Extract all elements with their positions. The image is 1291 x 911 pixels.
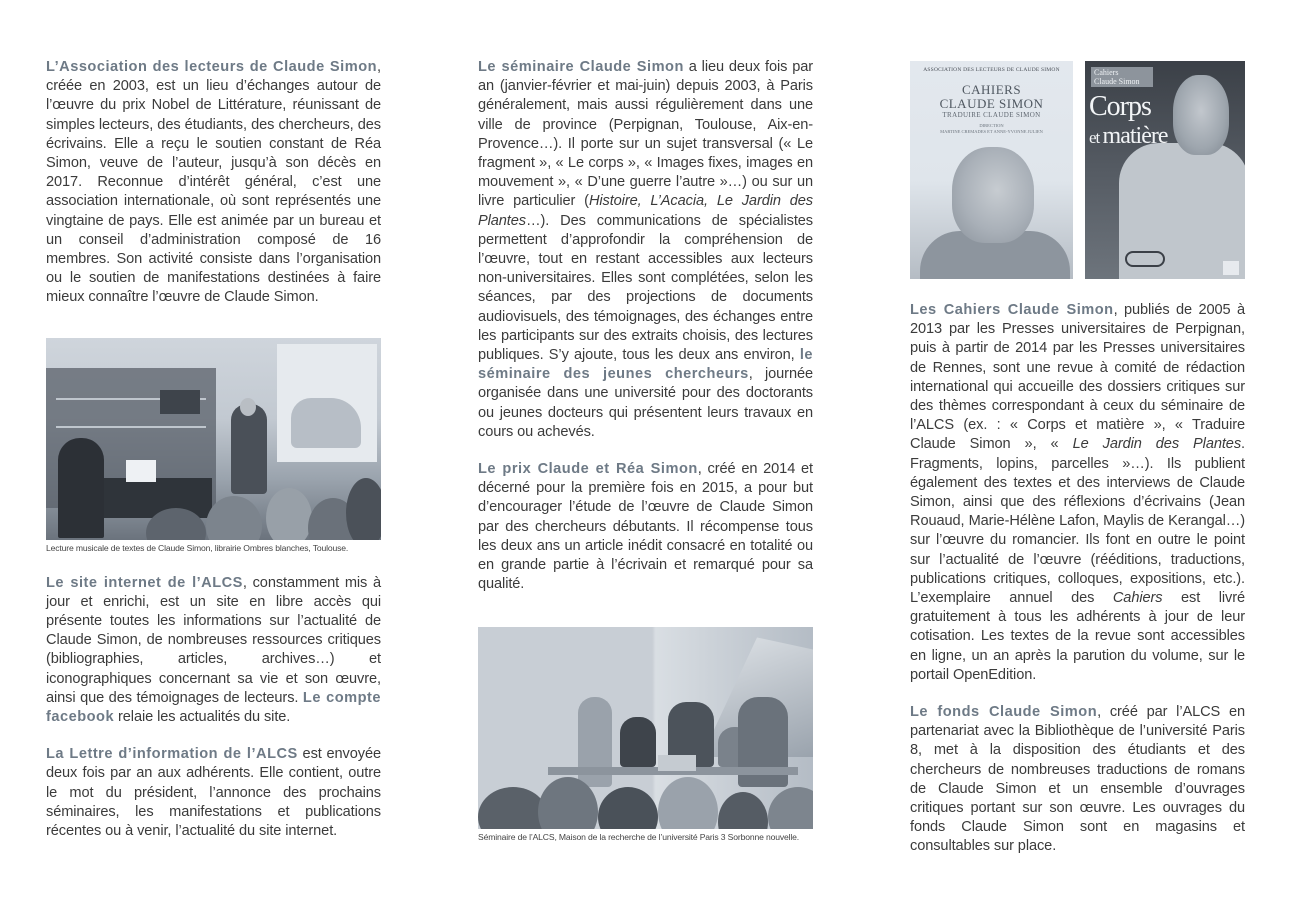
audience-member <box>266 488 312 540</box>
publisher-logo <box>1223 261 1239 275</box>
photo-caption: Séminaire de l’ALCS, Maison de la recherche de l’université Paris 3 Sorbonne nouvelle. <box>478 832 800 843</box>
cover-corps-et-matiere <box>1085 61 1245 279</box>
pianist-figure <box>58 438 104 538</box>
cover-title-et: et <box>1089 128 1103 147</box>
cover-traduire-claude-simon <box>910 61 1073 279</box>
photo-musical-reading <box>46 338 381 540</box>
cover-label-line2: Claude Simon <box>1094 77 1140 86</box>
jeunes-chercheurs-text: , journée organisée dans une université pour des doctorants ou jeunes docteurs qui présentent leurs travaux en cours ou achevés. <box>478 366 813 440</box>
lettre-paragraph <box>46 745 381 841</box>
cover-label-line1: Cahiers <box>1094 68 1119 77</box>
seminaire-paragraph <box>478 58 813 442</box>
fonds-text: , créé par l’ALCS en partenariat avec la Bibliothèque de l’université Paris 8, met à la disposition des étudiants et des chercheurs de nombreuses traductions de romans de Claude Simon et un ensemble d’ouvrages critiques portant sur son œuvre. Les ouvrages du fonds Claude Simon sont en magasins et consultables sur place. <box>910 704 1245 855</box>
photo-shelf <box>56 426 206 428</box>
cahiers-paragraph <box>910 301 1245 685</box>
cover-series-label <box>1091 67 1153 87</box>
prix-heading: Le prix Claude et Réa Simon <box>478 461 698 478</box>
association-heading: L’Association des lecteurs de Claude Simon <box>46 59 378 75</box>
site-text: , constamment mis à jour et enrichi, est un site en libre accès qui présente toutes les informations sur l’actualité de Claude Simon, de nombreuses ressources critiques (bibliographies, articles, archives…) et iconographiques concernant sa vie et son œuvre, ainsi que des témoignages de lecteurs. <box>46 574 382 706</box>
seminaire-text-continued: …). Des communications de spécialistes permettent d’approfondir la compréhension de l’œuvre, tout en restant accessibles aux lecteurs non-universitaires. Elles sont complétées, selon les séances, par des projections de documents audiovisuels, des témoignages, des échanges entre les participants sur des extraits choisis, des lectures publiques. S’y ajoute, tous les deux ans environ, <box>478 212 813 364</box>
prix-paragraph <box>478 460 813 594</box>
reader-head <box>240 398 256 416</box>
site-heading: Le site internet de l’ALCS <box>46 574 243 591</box>
cover-direction-names: MARTINE CREMADES ET ANNE-YVONNE JULIEN <box>940 129 1043 134</box>
cahiers-text: , publiés de 2005 à 2013 par les Presses universitaires de Perpignan, puis à partir de 2014 par les Presses universitaires de Rennes, sont une revue à comité de rédaction international qui accueille des dossiers critiques sur des thèmes correspondant à ceux du séminaire de l’ALCS (ex. : « Corps et matière », « Traduire Claude Simon », « <box>910 302 1245 453</box>
book-covers <box>910 58 1245 278</box>
audience-member <box>718 792 768 829</box>
glasses <box>1125 251 1165 267</box>
jeunes-chercheurs-heading: le séminaire des jeunes chercheurs <box>478 347 813 383</box>
cahiers-heading: Les Cahiers Claude Simon <box>910 302 1114 318</box>
cover-title-line2: CLAUDE SIMON <box>939 96 1044 111</box>
cover-title-line1: Corps <box>1089 91 1151 122</box>
cover-direction <box>910 123 1073 135</box>
lettre-heading: La Lettre d’information de l’ALCS <box>46 746 298 763</box>
seminaire-text: a lieu deux fois par an (janvier-février et mai-juin) depuis 2003, à Paris généralement, mais aussi régulièrement dans une ville de province (Perpignan, Toulouse, Aix-en-Provence…). Il porte sur un sujet transversal (« Le fragment », « Le corps », « Images fixes, images en mouvement », « D’une guerre l’autre »…) ou sur un livre particulier ( <box>478 59 813 210</box>
piano <box>102 478 212 518</box>
audience-member <box>346 478 381 540</box>
fonds-paragraph <box>910 703 1245 857</box>
lettre-text: est envoyée deux fois par an aux adhérents. Elle contient, outre le mot du président, l’annonce des prochains séminaires, les manifestations et publications récentes ou à venir, l’actualité du site internet. <box>46 746 382 840</box>
column-1 <box>46 58 381 841</box>
association-paragraph <box>46 58 381 308</box>
participant-figure <box>620 717 656 767</box>
fonds-heading: Le fonds Claude Simon <box>910 704 1098 721</box>
prix-text: , créé en 2014 et décerné pour la première fois en 2015, a pour but d’encourager l’étude de l’œuvre de Claude Simon par des chercheurs débutants. Il récompense tous les deux ans un article inédit consacré en totalité ou en grande partie à l’écrivain et remarqué pour sa qualité. <box>478 461 813 593</box>
audience-member <box>658 777 718 829</box>
cahiers-italic-title: Le Jardin des Plantes <box>1072 436 1242 453</box>
cover-direction-label: DIRECTION <box>979 123 1004 128</box>
portrait-face <box>952 147 1034 243</box>
cahiers-text-end: est livré gratuitement à tous les adhérents à jour de leur cotisation. Les textes de la revue sont accessibles en ligne, un an après la parution du volume, sur le portail OpenEdition. <box>910 590 1245 683</box>
cahiers-text-continued: . Fragments, lopins, parcelles »…). Ils publient également des textes et des interviews de Claude Simon, ainsi que des réflexions d’écrivains (Jean Rouaud, Marie-Hélène Lafon, Maylis de Kerangal…) sur l’œuvre du romancier. Ils font en outre le point sur l’actualité de l’œuvre (rééditions, traductions, publications critiques, colloques, expositions, etc.). L’exemplaire annuel des <box>910 436 1245 607</box>
association-text: , créée en 2003, est un lieu d’échanges autour de l’œuvre du prix Nobel de Littérature, réunissant de simples lecteurs, des étudiants, des chercheurs, des écrivains. Elle a reçu le soutien constant de Réa Simon, veuve de l’auteur, jusqu’à son décès en 2017. Reconnue d’intérêt général, c’est une association internationale, où sont représentés une vingtaine de pays. Elle est animée par un bureau et un conseil d’administration composé de 16 membres. Son activité consiste dans l’organisation ou le soutien de manifestations destinées à faire mieux connaître l’œuvre de Claude Simon. <box>46 59 381 306</box>
cahiers-italic-name: Cahiers <box>1112 590 1163 607</box>
facebook-heading: Le compte facebook <box>46 689 381 726</box>
reader-figure <box>231 404 267 494</box>
cover-title-matiere: matière <box>1102 123 1168 149</box>
cover-title-line2 <box>1089 123 1167 150</box>
cover-subtitle: TRADUIRE CLAUDE SIMON <box>942 111 1041 119</box>
column-3 <box>910 58 1245 857</box>
photo-seminar <box>478 627 813 829</box>
seminaire-book-titles: Histoire, L’Acacia, Le Jardin des Plantes <box>478 193 813 229</box>
cover-title-line1: CAHIERS <box>961 82 1022 97</box>
sheet-music <box>126 460 156 482</box>
laptop <box>658 755 696 771</box>
audience-member <box>598 787 658 829</box>
audience-member <box>768 787 813 829</box>
cover-association: ASSOCIATION DES LECTEURS DE CLAUDE SIMON <box>923 67 1060 73</box>
projection-image <box>291 398 361 448</box>
portrait-face <box>1173 75 1229 155</box>
facebook-text: relaie les actualités du site. <box>114 709 291 726</box>
seminaire-heading: Le séminaire Claude Simon <box>478 59 684 75</box>
site-paragraph <box>46 574 381 728</box>
photo-caption: Lecture musicale de textes de Claude Simon, librairie Ombres blanches, Toulouse. <box>46 542 349 553</box>
cover-title <box>910 83 1073 111</box>
lamp <box>160 390 200 414</box>
column-2 <box>478 58 813 843</box>
